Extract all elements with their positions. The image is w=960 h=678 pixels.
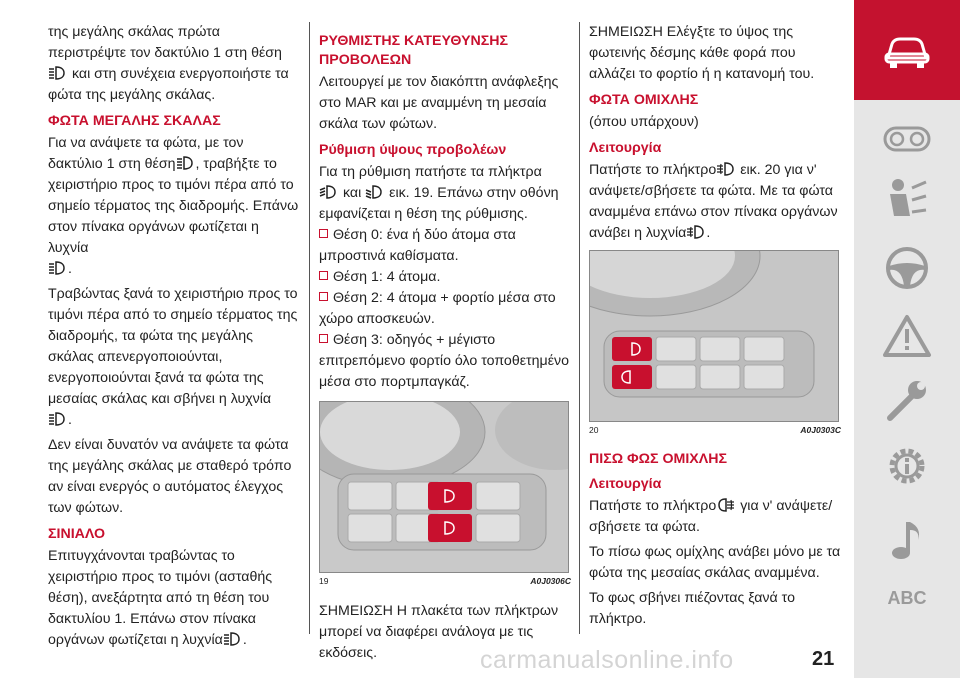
headlight-up-icon [319,185,339,199]
heading-high-beam: ΦΩΤΑ ΜΕΓΑΛΗΣ ΣΚΑΛΑΣ [48,113,221,129]
figure-code: A0J0306C [530,576,571,586]
column-1 [48,22,300,655]
front-fog-icon [716,162,736,176]
button-panel-illustration [590,251,838,421]
paragraph: Πατήστε το πλήκτρο εικ. 20 για ν' ανάψετε/σβήσετε τα φώτα. Με τα φώτα αναμμένα επάνω στον πίνακα οργάνων ανάβει η λυχνία . [589,162,838,241]
steering-wheel-icon[interactable] [882,246,932,290]
high-beam-icon [48,66,68,80]
index-abc[interactable]: ABC [887,588,927,608]
high-beam-icon [48,261,68,275]
figure-caption [589,424,841,436]
paragraph: Πατήστε το πλήκτρο για ν' ανάψετε/σβήσετε τα φώτα. [589,498,833,535]
bullet-icon [319,334,328,343]
list-item: Θέση 2: 4 άτομα + φορτίο μέσα στο χώρο αποσκευών. [319,290,556,327]
headlight-down-icon [365,185,385,199]
bullet-icon [319,292,328,301]
chapter-sidebar [854,0,960,678]
note: ΣΗΜΕΙΩΣΗ Η πλακέτα των πλήκτρων μπορεί να διαφέρει ανάλογα με τις εκδόσεις. [319,603,559,661]
watermark: carmanualsonline.info [480,646,734,674]
note: ΣΗΜΕΙΩΣΗ Ελέγξτε το ύψος της φωτεινής δέσμης κάθε φορά που αλλάζει το φορτίο ή η κατανομή του. [589,24,815,82]
heading-adjust: Ρύθμιση ύψους προβολέων [319,142,507,158]
column-divider [579,22,580,634]
list-item: Θέση 1: 4 άτομα. [319,267,571,288]
music-note-icon[interactable] [882,518,932,562]
high-beam-icon [48,412,68,426]
seatbelt-icon[interactable] [882,178,932,222]
paragraph: Επιτυγχάνονται τραβώντας το χειριστήριο προς το τιμόνι (ασταθής θέση), ανεξάρτητα από τη θέση του δακτυλίου 1. Επάνω στον πίνακα οργάνων φωτίζεται η λυχνία . [48,548,273,648]
list-item: Θέση 0: ένα ή δύο άτομα στα μπροστινά καθίσματα. [319,227,516,264]
heading-operation: Λειτουργία [589,476,662,492]
paragraph: της μεγάλης σκάλας πρώτα περιστρέψτε τον δακτύλιο 1 στη θέση και στη συνέχεια ενεργοποιήστε τα φώτα της μεγάλης σκάλας. [48,24,289,103]
front-fog-icon [686,225,706,239]
column-divider [309,22,310,634]
paragraph: Για τη ρύθμιση πατήστε τα πλήκτρα και εικ. 19. Επάνω στην οθόνη εμφανίζεται η θέση της ρύθμισης. [319,164,559,222]
paragraph: Τραβώντας ξανά το χειριστήριο προς το τιμόνι πέρα από το σημείο τέρματος της διαδρομής, τα φώτα της μεγάλης σκάλας απενεργοποιούνται, ενεργοποιούνται ξανά τα φώτα της μεσαίας σκάλας και σβήνει η λυχνία . [48,286,298,428]
heading-flash: ΣΙΝΙΑΛΟ [48,526,106,542]
heading-fog-lights: ΦΩΤΑ ΟΜΙΧΛΗΣ [589,92,699,108]
paragraph: Το πίσω φως ομίχλης ανάβει μόνο με τα φώτα της μεσαίας σκάλας αναμμένα. [589,544,841,581]
wrench-icon[interactable] [882,378,932,422]
figure-19-image [319,401,569,573]
figure-number: 19 [319,576,329,586]
figure-number: 20 [589,425,599,435]
paragraph: Για να ανάψετε τα φώτα, με τον δακτύλιο 1 στη θέση , τραβήξτε το χειριστήριο προς το τιμόνι πέρα από το σημείο τέρματος της διαδρομής. Επάνω στον πίνακα οργάνων φωτίζεται η λυχνία . [48,135,299,277]
car-icon[interactable] [882,28,932,72]
paragraph: (όπου υπάρχουν) [589,114,699,130]
figure-code: A0J0303C [800,425,841,435]
figure-20-image [589,250,839,422]
heading-headlight-leveling: ΡΥΘΜΙΣΤΗΣ ΚΑΤΕΥΘΥΝΣΗΣ ΠΡΟΒΟΛΕΩΝ [319,33,509,68]
high-beam-icon [223,632,243,646]
rear-fog-icon [716,498,736,512]
button-panel-illustration [320,402,568,572]
warning-triangle-icon[interactable] [882,314,932,358]
page-number: 21 [812,648,835,670]
heading-operation: Λειτουργία [589,140,662,156]
column-3 [589,22,841,634]
paragraph: Δεν είναι δυνατόν να ανάψετε τα φώτα της μεγάλης σκάλας με σταθερό τρόπο αν είναι ενεργός ο αυτόματος έλεγχος των φώτων. [48,437,292,516]
list-item: Θέση 3: οδηγός + μέγιστο επιτρεπόμενο φορτίο όλο τοποθετημένο μέσα στο πορτμπαγκάζ. [319,332,570,390]
figure-caption [319,575,571,587]
bullet-icon [319,229,328,238]
column-2 [319,22,571,668]
paragraph: Το φως σβήνει πιέζοντας ξανά το πλήκτρο. [589,590,795,627]
dashboard-icon[interactable] [882,116,932,160]
heading-rear-fog: ΠΙΣΩ ΦΩΣ ΟΜΙΧΛΗΣ [589,451,727,467]
settings-gear-icon[interactable] [882,444,932,488]
bullet-icon [319,271,328,280]
paragraph: Λειτουργεί με τον διακόπτη ανάφλεξης στο MAR και με αναμμένη τη μεσαία σκάλα των φώτων. [319,74,559,132]
high-beam-icon [176,156,196,170]
